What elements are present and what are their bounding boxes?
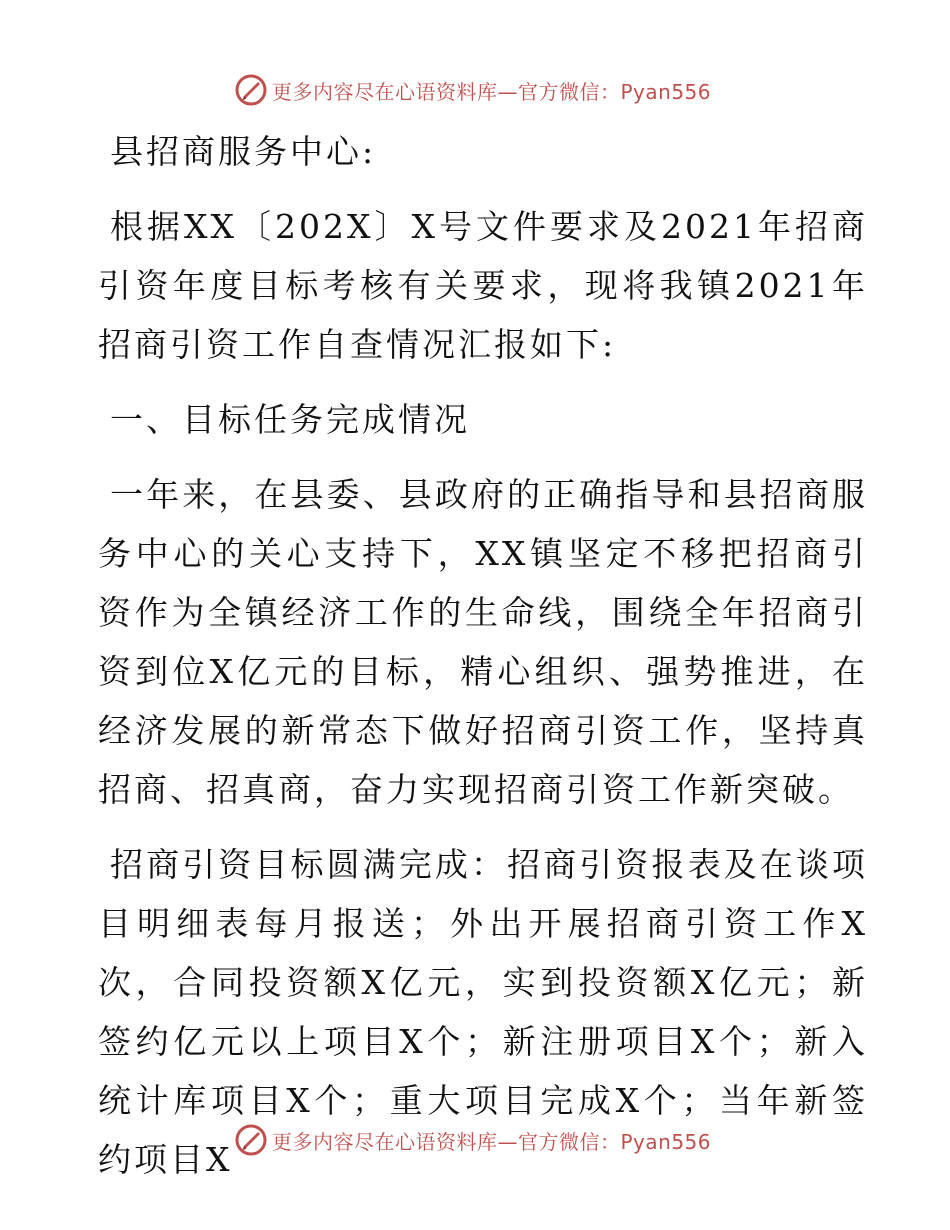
salutation: 县招商服务中心: xyxy=(110,132,377,171)
watermark-footer xyxy=(234,1122,754,1158)
watermark-header xyxy=(234,72,754,108)
watermark-text: 更多内容尽在心语资料库—官方微信：Pyan556 xyxy=(272,1129,712,1154)
watermark-text: 更多内容尽在心语资料库—官方微信：Pyan556 xyxy=(272,79,712,104)
quill-seal-icon xyxy=(234,1123,268,1157)
body-paragraph: 一年来，在县委、县政府的正确指导和县招商服务中心的关心支持下，XX镇坚定不移把招商引资作为全镇经济工作的生命线，围绕全年招商引资到位X亿元的目标，精心组织、强势推进，在经济发展的新常态下做好招商引资工作，坚持真招商、招真商，奋力实现招商引资工作新突破。 xyxy=(98,475,868,809)
section-heading: 一、目标任务完成情况 xyxy=(110,400,470,439)
document-body xyxy=(98,122,868,1205)
body-paragraph: 招商引资目标圆满完成：招商引资报表及在谈项目明细表每月报送；外出开展招商引资工作X次，合同投资额X亿元，实到投资额X亿元；新签约亿元以上项目X个；新注册项目X个；新入统计库项目X个；重大项目完成X个；当年新签约项目X xyxy=(98,845,868,1179)
quill-seal-icon xyxy=(234,73,268,107)
intro-paragraph: 根据XX〔202X〕X号文件要求及2021年招商引资年度目标考核有关要求，现将我镇2021年招商引资工作自查情况汇报如下: xyxy=(98,207,868,364)
